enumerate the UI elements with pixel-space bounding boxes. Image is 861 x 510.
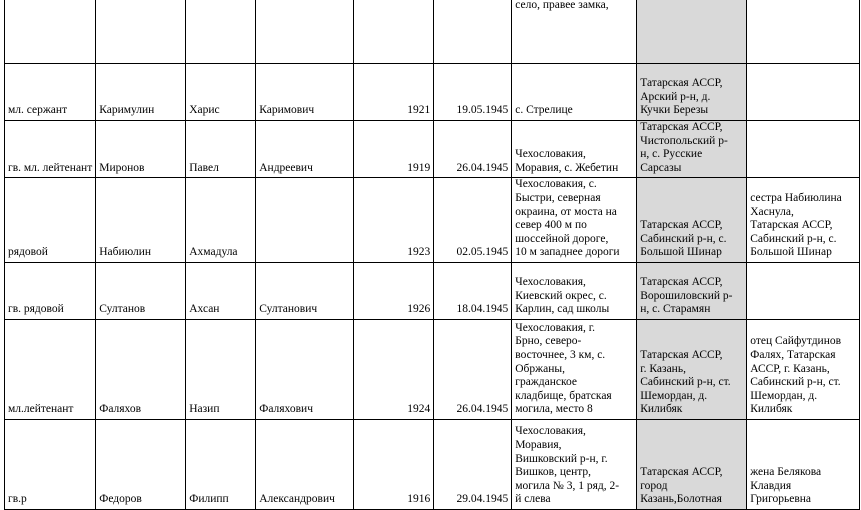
relatives-line: Клавдия	[750, 479, 792, 492]
burial-place-line: Быстри, северная	[515, 191, 601, 204]
birth-year-cell	[354, 121, 434, 178]
burial-place-cell	[512, 64, 637, 121]
relatives-cell	[747, 419, 860, 509]
burial-place-line: 10 м западнее дороги	[515, 246, 620, 259]
burial-place-line: Моравия, с. Жебетин	[515, 161, 619, 174]
patronymic-cell	[256, 178, 354, 263]
burial-place-line: окраина, от моста на	[515, 205, 617, 218]
first-name-cell	[186, 0, 256, 64]
burial-place-line: Брно, северо-	[515, 335, 582, 348]
burial-place-line: й слева	[515, 493, 551, 506]
burial-place-line: Чехословакия,	[515, 276, 586, 289]
rank-cell	[5, 178, 96, 263]
patronymic-text: Андреевич	[259, 161, 313, 174]
birth-year-cell	[354, 64, 434, 121]
home-address-line: Казань,Болотная	[640, 493, 722, 506]
death-date-text: 02.05.1945	[456, 246, 509, 259]
first-name-cell	[186, 319, 256, 419]
first-name-cell	[186, 121, 256, 178]
home-address-line: Татарская АССР,	[640, 77, 723, 90]
death-date-text: 19.05.1945	[456, 104, 509, 117]
relatives-line: Григорьевна	[750, 493, 812, 506]
rank-cell	[5, 319, 96, 419]
birth-year-cell	[354, 0, 434, 64]
relatives-line: отец Сайфутдинов	[750, 335, 842, 348]
birth-year-text: 1921	[407, 104, 431, 117]
rank-text: гв.р	[8, 493, 27, 506]
patronymic-cell	[256, 0, 354, 64]
death-date-text: 26.04.1945	[456, 403, 509, 416]
relatives-line: жена Белякова	[750, 466, 822, 479]
relatives-line: АССР, г. Казань,	[750, 362, 830, 375]
rank-text: мл.лейтенант	[8, 403, 74, 416]
surname-cell	[96, 121, 186, 178]
burial-place-line: кладбище, братская	[515, 389, 612, 402]
home-address-line: Сабинский р-н, с.	[640, 232, 727, 245]
patronymic-cell	[256, 419, 354, 509]
rank-text: гв. мл. лейтенант	[8, 161, 93, 174]
surname-cell	[96, 178, 186, 263]
patronymic-cell	[256, 262, 354, 319]
patronymic-cell	[256, 64, 354, 121]
first-name-text: Ахсан	[189, 303, 220, 316]
birth-year-cell	[354, 319, 434, 419]
first-name-cell	[186, 178, 256, 263]
relatives-cell	[747, 262, 860, 319]
surname-text: Каримулин	[99, 104, 155, 117]
relatives-line: сестра Набиюлина	[750, 191, 842, 204]
surname-text: Набиюлин	[99, 246, 152, 259]
relatives-cell	[747, 178, 860, 263]
home-address-line: Татарская АССР,	[640, 348, 723, 361]
death-date-cell	[434, 0, 512, 64]
burial-place-line: Вишковский р-н, г.	[515, 452, 608, 465]
home-address-cell	[637, 262, 747, 319]
first-name-text: Назип	[189, 403, 220, 416]
burial-place-cell	[512, 0, 637, 64]
home-address-line: Сарсазы	[640, 161, 682, 174]
home-address-cell	[637, 0, 747, 64]
burial-place-line: Чехословакия, г.	[515, 321, 596, 334]
relatives-line: Сабинский р-н, с.	[750, 232, 837, 245]
birth-year-cell	[354, 419, 434, 509]
birth-year-text: 1924	[407, 403, 431, 416]
death-date-cell	[434, 419, 512, 509]
surname-cell	[96, 319, 186, 419]
death-date-cell	[434, 121, 512, 178]
relatives-line: Килибяк	[750, 403, 793, 416]
relatives-cell	[747, 64, 860, 121]
home-address-cell	[637, 178, 747, 263]
burial-place-line: Чехословакия, с.	[515, 178, 597, 191]
table-row	[5, 64, 860, 121]
surname-cell	[96, 0, 186, 64]
first-name-cell	[186, 419, 256, 509]
surname-cell	[96, 64, 186, 121]
first-name-cell	[186, 64, 256, 121]
burial-records-table	[4, 0, 860, 510]
birth-year-text: 1916	[407, 493, 431, 506]
rank-cell	[5, 64, 96, 121]
table-row	[5, 178, 860, 263]
home-address-line: Большой Шинар	[640, 246, 722, 259]
death-date-text: 26.04.1945	[456, 161, 509, 174]
home-address-line: Ворошиловский р-	[640, 289, 733, 302]
patronymic-text: Султанович	[259, 303, 318, 316]
home-address-line: Татарская АССР,	[640, 276, 723, 289]
burial-place-line: Обржаны,	[515, 362, 565, 375]
rank-text: мл. сержант	[8, 104, 68, 117]
rank-text: рядовой	[8, 246, 48, 259]
death-date-cell	[434, 64, 512, 121]
burial-place-line: Моравия,	[515, 438, 562, 451]
birth-year-text: 1923	[407, 246, 431, 259]
burial-place-cell	[512, 121, 637, 178]
relatives-cell	[747, 0, 860, 64]
home-address-cell	[637, 121, 747, 178]
relatives-line: Татарская АССР,	[750, 219, 833, 232]
home-address-line: г. Казань,	[640, 362, 686, 375]
birth-year-cell	[354, 178, 434, 263]
rank-cell	[5, 419, 96, 509]
first-name-text: Харис	[189, 104, 220, 117]
home-address-line: Килибяк	[640, 403, 683, 416]
patronymic-cell	[256, 319, 354, 419]
burial-place-line: гражданское	[515, 376, 577, 389]
relatives-line: Шемордан, д.	[750, 389, 818, 402]
home-address-cell	[637, 419, 747, 509]
table-body	[5, 0, 860, 509]
burial-place-cell	[512, 319, 637, 419]
home-address-cell	[637, 64, 747, 121]
surname-text: Фаляхов	[99, 403, 142, 416]
table-row	[5, 262, 860, 319]
burial-place-line: могила, место 8	[515, 403, 593, 416]
rank-cell	[5, 262, 96, 319]
relatives-line: Сабинский р-н, ст.	[750, 376, 841, 389]
surname-cell	[96, 262, 186, 319]
first-name-cell	[186, 262, 256, 319]
burial-place-line: могила № 3, 1 ряд, 2-	[515, 479, 620, 492]
patronymic-text: Каримович	[259, 104, 315, 117]
death-date-cell	[434, 178, 512, 263]
relatives-line: Большой Шинар	[750, 246, 832, 259]
home-address-line: н, с. Старамян	[640, 303, 711, 316]
patronymic-text: Александрович	[259, 493, 335, 506]
home-address-line: Кучки Березы	[640, 104, 709, 117]
burial-place-cell	[512, 178, 637, 263]
home-address-line: Шемордан, д.	[640, 389, 708, 402]
burial-place-line: с. Стрелице	[515, 104, 573, 117]
surname-text: Султанов	[99, 303, 146, 316]
home-address-line: Сабинский р-н, ст.	[640, 376, 731, 389]
table-row	[5, 0, 860, 64]
table-row	[5, 121, 860, 178]
burial-place-line: Карлин, сад школы	[515, 303, 610, 316]
surname-text: Федоров	[99, 493, 142, 506]
patronymic-cell	[256, 121, 354, 178]
birth-year-cell	[354, 262, 434, 319]
relatives-cell	[747, 319, 860, 419]
burial-place-cell	[512, 419, 637, 509]
patronymic-text: Фаляхович	[259, 403, 313, 416]
burial-place-line: шоссейной дороге,	[515, 232, 609, 245]
rank-cell	[5, 0, 96, 64]
home-address-line: Чистопольский р-	[640, 134, 728, 147]
home-address-line: Татарская АССР,	[640, 219, 723, 232]
home-address-cell	[637, 319, 747, 419]
burial-place-line: Чехословакия,	[515, 425, 586, 438]
table-row	[5, 319, 860, 419]
birth-year-text: 1926	[407, 303, 431, 316]
death-date-text: 29.04.1945	[456, 493, 509, 506]
burial-place-line: Киевский окрес, с.	[515, 289, 607, 302]
first-name-text: Павел	[189, 161, 219, 174]
surname-cell	[96, 419, 186, 509]
relatives-line: Хаснула,	[750, 205, 794, 218]
death-date-cell	[434, 262, 512, 319]
table-row	[5, 419, 860, 509]
home-address-line: н, с. Русские	[640, 148, 703, 161]
birth-year-text: 1919	[407, 161, 431, 174]
surname-text: Миронов	[99, 161, 145, 174]
home-address-line: Татарская АССР,	[640, 121, 723, 133]
burial-place-line: север 400 м по	[515, 219, 587, 232]
relatives-cell	[747, 121, 860, 178]
relatives-line: Фалях, Татарская	[750, 348, 836, 361]
home-address-line: Арский р-н, д.	[640, 90, 711, 103]
first-name-text: Ахмадула	[189, 246, 238, 259]
first-name-text: Филипп	[189, 493, 229, 506]
death-date-cell	[434, 319, 512, 419]
burial-place-line: Вишков, центр,	[515, 466, 592, 479]
home-address-line: Татарская АССР,	[640, 466, 723, 479]
rank-text: гв. рядовой	[8, 303, 64, 316]
home-address-line: город	[640, 479, 668, 492]
burial-place-cell	[512, 262, 637, 319]
burial-place-line: Чехословакия,	[515, 148, 586, 161]
burial-place-line: село, правее замка,	[515, 0, 609, 11]
rank-cell	[5, 121, 96, 178]
burial-place-line: восточнее, 3 км, с.	[515, 348, 606, 361]
death-date-text: 18.04.1945	[456, 303, 509, 316]
